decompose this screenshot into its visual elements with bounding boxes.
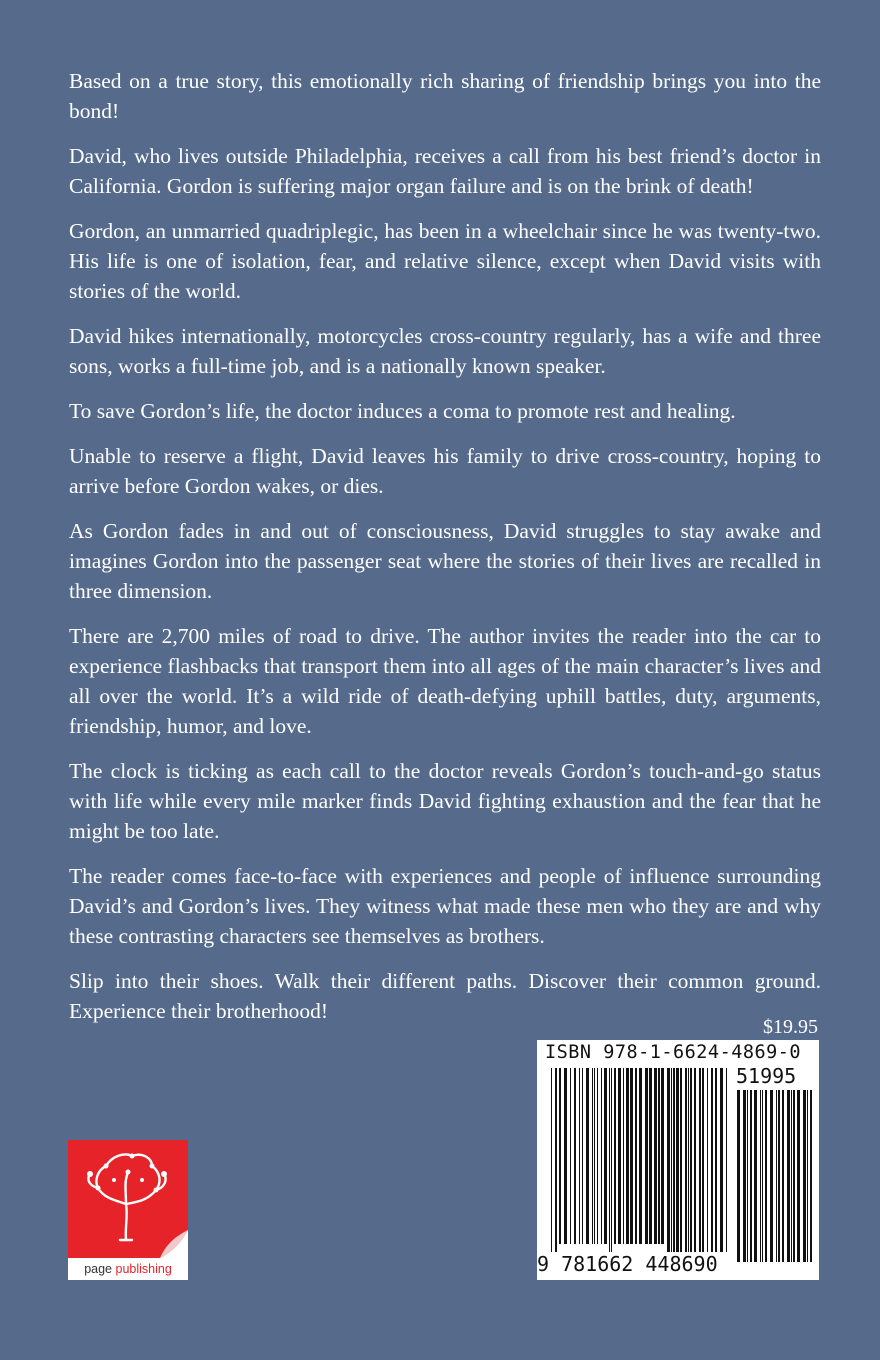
blurb-paragraph-5: To save Gordon’s life, the doctor induces a coma to promote rest and healing. bbox=[69, 399, 736, 423]
price-label: $19.95 bbox=[763, 1016, 818, 1038]
blurb-paragraph-2: David, who lives outside Philadelphia, receives a call from his best friend’s doctor in California. Gordon is suffering major organ failure and is on the brink of death! bbox=[69, 144, 821, 198]
barcode-bar bbox=[586, 1068, 589, 1244]
barcode-bar bbox=[658, 1068, 660, 1244]
barcode-bar bbox=[574, 1068, 576, 1244]
barcode-bar bbox=[787, 1090, 790, 1262]
barcode-bar bbox=[743, 1090, 746, 1262]
barcode-bar bbox=[661, 1068, 664, 1244]
barcode-bar bbox=[694, 1068, 696, 1252]
blurb-paragraph-3: Gordon, an unmarried quadriplegic, has been in a wheelchair since he was twenty-two. His life is one of isolation, fear, and relative silence, except when David visits with stories of the world. bbox=[69, 219, 821, 303]
barcode-bar bbox=[711, 1068, 713, 1252]
logo-background bbox=[68, 1140, 188, 1258]
barcode-bar bbox=[570, 1068, 571, 1244]
barcode-bar bbox=[685, 1068, 687, 1252]
barcode-bar bbox=[630, 1068, 633, 1244]
barcode-bar bbox=[770, 1090, 773, 1262]
barcode-bar bbox=[639, 1068, 642, 1244]
barcode-bar bbox=[604, 1068, 607, 1244]
barcode-bar bbox=[676, 1068, 679, 1252]
blurb-paragraph-10: The reader comes face-to-face with experiences and people of influence surrounding David’s and Gordon’s lives. They witness what made these men who they are and why these contrasting characters see themselves as brothers. bbox=[69, 864, 821, 948]
blurb-paragraph-4: David hikes internationally, motorcycles cross-country regularly, has a wife and three sons, works a full-time job, and is a nationally known speaker. bbox=[69, 324, 821, 378]
barcode-bar bbox=[564, 1068, 567, 1244]
publisher-name bbox=[68, 1258, 188, 1280]
barcode-bar bbox=[776, 1090, 777, 1262]
barcode-bar bbox=[707, 1068, 708, 1252]
barcode-bar bbox=[579, 1068, 580, 1244]
publisher-name-part1: page bbox=[84, 1262, 113, 1276]
barcode-bar bbox=[726, 1068, 727, 1252]
barcode-bar bbox=[611, 1068, 612, 1252]
barcode-bar bbox=[609, 1068, 610, 1252]
barcode-bar bbox=[702, 1068, 704, 1252]
barcode-bar bbox=[673, 1068, 675, 1252]
isbn-label: ISBN 978-1-6624-4869-0 bbox=[545, 1042, 802, 1063]
barcode-bar bbox=[760, 1090, 761, 1262]
barcode-bar bbox=[793, 1090, 795, 1262]
barcode-bar bbox=[618, 1068, 621, 1244]
barcode-bar bbox=[778, 1090, 780, 1262]
barcode-bar bbox=[690, 1068, 692, 1252]
blurb-paragraph-8: There are 2,700 miles of road to drive. The author invites the reader into the car to experience flashbacks that transport them into all ages of the main character’s lives and all over the world. It’s a wild ride of death-defying uphill battles, duty, arguments, friendship, humor, and love. bbox=[69, 624, 821, 738]
barcode-bar bbox=[667, 1068, 670, 1252]
isbn-barcode bbox=[537, 1040, 819, 1280]
barcode-bar bbox=[699, 1068, 701, 1252]
barcode-bar bbox=[559, 1068, 561, 1244]
tree-icon bbox=[68, 1140, 188, 1258]
blurb-paragraph-7: As Gordon fades in and out of consciousness, David struggles to stay awake and imagines Gordon into the passenger seat where the stories of their lives are recalled in three dimension. bbox=[69, 519, 821, 603]
barcode-bar bbox=[614, 1068, 616, 1244]
barcode-bar bbox=[680, 1068, 682, 1252]
blurb-paragraph-11: Slip into their shoes. Walk their different paths. Discover their common ground. Experience their brotherhood! bbox=[69, 969, 821, 1023]
barcode-bar bbox=[597, 1068, 598, 1244]
barcode-bar bbox=[782, 1090, 784, 1262]
barcode-bar bbox=[797, 1090, 800, 1262]
barcode-bar bbox=[649, 1068, 652, 1244]
barcode-bar bbox=[623, 1068, 624, 1244]
blurb-paragraph-6: Unable to reserve a flight, David leaves his family to drive cross-country, hoping to arrive before Gordon wakes, or dies. bbox=[69, 444, 821, 498]
barcode-bar bbox=[671, 1068, 672, 1252]
barcode-bar bbox=[555, 1068, 557, 1252]
barcode-bar bbox=[810, 1090, 812, 1262]
barcode-bar bbox=[762, 1090, 763, 1262]
book-blurb bbox=[69, 66, 821, 1041]
barcode-bar bbox=[747, 1090, 748, 1262]
ean-digits: 9 781662 448690 bbox=[537, 1252, 718, 1276]
barcode-bar bbox=[594, 1068, 595, 1244]
barcode-bar bbox=[720, 1068, 723, 1252]
barcode-bar bbox=[765, 1090, 767, 1262]
barcode-bar bbox=[645, 1068, 648, 1244]
blurb-paragraph-9: The clock is ticking as each call to the doctor reveals Gordon’s touch-and-go status with life while every mile marker finds David fighting exhaustion and the fear that he might be too late. bbox=[69, 759, 821, 843]
barcode-bar bbox=[551, 1068, 552, 1252]
barcode-bar bbox=[791, 1090, 792, 1262]
barcode-bar bbox=[754, 1090, 757, 1262]
blurb-paragraph-1: Based on a true story, this emotionally rich sharing of friendship brings you into the bond! bbox=[69, 69, 821, 123]
barcode-bar bbox=[737, 1090, 740, 1262]
barcode-bar bbox=[803, 1090, 806, 1262]
barcode-bar bbox=[626, 1068, 629, 1244]
barcode-bar bbox=[592, 1068, 593, 1244]
barcode-bar bbox=[688, 1068, 689, 1252]
publisher-name-part2: publishing bbox=[115, 1262, 172, 1276]
barcode-bar bbox=[807, 1090, 808, 1262]
barcode-bar bbox=[750, 1090, 752, 1262]
barcode-bar bbox=[582, 1068, 583, 1244]
barcode-bar bbox=[654, 1068, 657, 1244]
barcode-bar bbox=[635, 1068, 637, 1244]
barcode-bar bbox=[715, 1068, 717, 1252]
price-addon-digits: 51995 bbox=[736, 1064, 797, 1088]
publisher-logo bbox=[68, 1140, 188, 1280]
barcode-bar bbox=[601, 1068, 602, 1244]
